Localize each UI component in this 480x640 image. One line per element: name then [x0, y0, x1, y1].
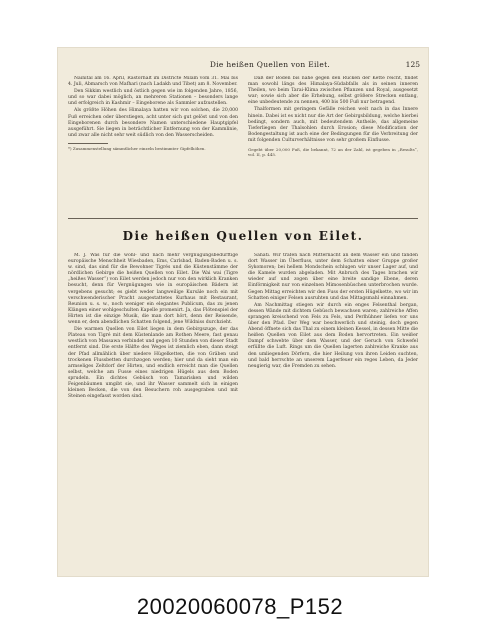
- top-left-column: [68, 76, 238, 151]
- top-columns: [68, 76, 418, 214]
- section-divider: [68, 218, 418, 219]
- source-note: Gegebt über 20,000 Fuß, die bekannt, 72 an der Zahl, ist gegeben in „Results“, vol. II, p. 445.: [248, 147, 418, 158]
- paragraph: Die warmen Quellen von Eilet liegen in dem Gebirgszuge, der das Plateau von Tigré mit dem Küstenlande am Rothen Meere, fast genau westlich von Massawa verbindet und gegen 10 Stunden von dieser Stadt entfernt sind. Die erste Hälfte des Weges ist ziemlich eben, dann steigt der Pfad allmählich über niedere Hügelketten, die von Gräben und trockenen Flussbetten durchzogen werden; hier und da sieht man ein armseliges Zeltdorf der Hirten, und endlich erreicht man die Quellen selbst, welche am Fusse eines niedrigen Hügels aus dem Boden sprudeln. Ein dichtes Gebüsch von Tamarisken und wilden Feigenbäumen umgibt sie, und ihr Wasser sammelt sich in einigen kleinen Becken, die von den Besuchern roh ausgegraben und mit Steinen eingefasst worden sind.: [68, 327, 238, 400]
- paragraph: Nainital am 16. April, Rastorhalt im Districte Milam vom 31. Mai bis 4. Juli, Abmarsch von Mafhari (nach Ladakh und Tibet) am 8. November.: [68, 76, 238, 88]
- paragraph: Als größte Höhen des Himalaya hatten wir von solchen, die 20,000 Fuß erreichen oder überstiegen, acht unter sich gut gelöst und von den Eingeborenen durch besondere Namen unterschiedene Hauptgipfel ausgeführt. Sie liegen in beträchtlicher Entfernung von der Kammlinie, und zwar alle nicht sehr weit südlich von den Wasserscheiden.: [68, 108, 238, 138]
- footnote-rule: [68, 143, 108, 144]
- running-title: Die heißen Quellen von Eilet.: [209, 60, 331, 69]
- article-left-column: [68, 253, 238, 401]
- scanned-page: [58, 48, 428, 576]
- paragraph: Daß der Boden bis nahe gegen den Rücken der Kette reicht, findet man sowohl längs des Himalaya-Südabfalls als in seinen inneren Theilen, wo beim Tarai-Klima zwischen Pflanzen und Royal, ausgesetzt war; sowie sich aber die Erhebung, selbst größere Strecken entlang, eine unbedeutende zu nennen, 400 bis 500 Fuß nur betragend.: [248, 76, 418, 106]
- article-columns: [68, 253, 418, 571]
- top-right-column: [248, 76, 418, 157]
- archive-id-caption: 20020060078_P152: [136, 594, 344, 619]
- running-head: [120, 60, 420, 72]
- footnote: *) Zusammenstellung sämmtlicher einzeln bestimmter Gipfelhöhen.: [68, 145, 206, 151]
- paragraph: Den Sikkim westlich und östlich gegen wie im folgenden Jahre, 1856, und so war dabei möglich, an mehreren Stationen – besonders lange und erfolgreich in Kashmir – Eingeborene als Sammler aufzustellen.: [68, 89, 238, 107]
- paragraph: Am Nachmittag stiegen wir durch ein enges Felsenthal bergan, dessen Wände mit dichtem Gebüsch bewachsen waren; zahlreiche Affen sprangen kreischend von Fels zu Fels, und Perlhühner liefen vor uns über den Pfad. Der Weg war beschwerlich und steinig, doch gegen Abend öffnete sich das Thal zu einem kleinen Kessel, in dessen Mitte die heißen Quellen von Eilet aus dem Boden hervortreten. Ein weißer Dampf schwebte über dem Wasser, und der Geruch von Schwefel erfüllte die Luft. Rings um die Quellen lagerten zahlreiche Kranke aus den umliegenden Dörfern, die hier Heilung von ihren Leiden suchten, und bald herrschte an unserem Lagerfeuer ein reges Leben, da Jeder neugierig war, die Fremden zu sehen.: [248, 302, 418, 369]
- page-number: 125: [405, 60, 420, 69]
- paragraph: M. J. Was für die wohl- und nach mehr vergnügungsbedürftige europäische Menschheit Wiesbaden, Ems, Carlsbad, Baden-Baden u. s. w. sind, das sind für die Bewohner Tigrés und die Küstenstämme der nördlichen Gebirge die heißen Quellen von Eilet. Die Wai wai (Tigre „heißes Wasser“) von Eilet werden jedoch nur von den wirklich Kranken besucht, denn für Vergnügungen wie in europäischen Bädern ist vergebens gesucht; es giebt weder langweilige Kursäle noch ein mit verschwenderischer Pracht ausgestattetes Kurhaus mit Restaurant, Reunion u. s. w., noch weniger ein elegantes Publicum, das zu jenen Klängen einer wohlgeschulten Kapelle promenirt. Ja, das Flötenspiel der Hirten ist die einzige Musik, die man dort hört, denn der Reisende, wenn er, dem abendlichen Schatten folgend, jene Wildniss durchzieht.: [68, 253, 238, 326]
- article-right-column: [248, 253, 418, 371]
- paragraph: Sahati. Wir trafen nach Mitternacht an dem Wasser ein und fanden dort Wasser im Überfluss, unter dem Schatten einer Gruppe großer Sykomoren; bei hellem Mondschein schlugen wir unser Lager auf, und die Kamele wurden abgeladen. Mit Anbruch des Tages brachen wir wieder auf und zogen über eine breite sandige Ebene, deren Einförmigkeit nur von einzelnen Mimosenbüschen unterbrochen wurde. Gegen Mittag erreichten wir den Fuss der ersten Hügelkette, wo wir im Schatten einiger Felsen ausruhten und das Mittagsmahl einnahmen.: [248, 253, 418, 301]
- paragraph: Thalformen mit geringem Gefälle reichen weit nach in das Innere hinein. Dabei ist es nicht nur die Art der Gebirgsbildung, welche hierbei bedingt, sondern auch, mit bedeutendem Antheile, das allgemeine Tieferliegen der Thalsohlen durch Erosion; diese Modification der Bodengestaltung ist auch eine der Bedingungen für die Verbreitung der mit folgenden Culturverhältnisse von sehr großem Einflusse.: [248, 107, 418, 143]
- section-title: Die heißen Quellen von Eilet.: [122, 229, 364, 243]
